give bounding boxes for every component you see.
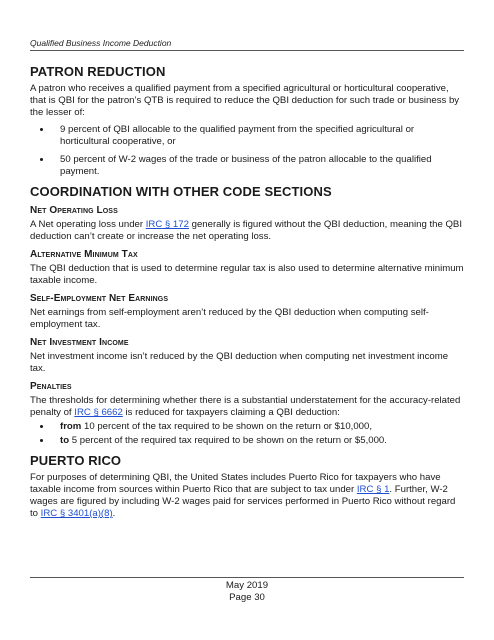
- irc-6662-link[interactable]: IRC § 6662: [74, 407, 123, 418]
- penalties-heading: Penalties: [30, 381, 72, 392]
- header-title: Qualified Business Income Deduction: [30, 38, 172, 48]
- patron-reduction-heading: PATRON REDUCTION: [30, 64, 166, 79]
- irc-172-link[interactable]: IRC § 172: [145, 219, 189, 230]
- patron-list: [30, 124, 464, 178]
- nol-heading: Net Operating Loss: [30, 205, 118, 216]
- patron-item-1: • 9 percent of QBI allocable to the qualified payment from the specified agricultural or horticultural cooperative, or: [52, 124, 464, 148]
- penalties-item-2: • to 5 percent of the required tax required to be shown on the return or $5,000.: [52, 435, 464, 447]
- penalties-list: [30, 421, 464, 447]
- irc-1-link[interactable]: IRC § 1: [356, 484, 390, 495]
- footer-date: May 2019: [225, 580, 269, 591]
- nii-heading: Net Investment Income: [30, 337, 129, 348]
- nii-paragraph: Net investment income isn’t reduced by the QBI deduction when computing net investment income tax.: [30, 351, 449, 374]
- se-paragraph: Net earnings from self-employment aren’t reduced by the QBI deduction when computing self-employment tax.: [30, 307, 429, 330]
- amt-heading: Alternative Minimum Tax: [30, 249, 138, 260]
- penalties-paragraph: The thresholds for determining whether there is a substantial understatement for the accuracy-related penalty of IRC § 6662 is reduced for taxpayers claiming a QBI deduction:: [30, 395, 461, 418]
- se-heading: Self-Employment Net Earnings: [30, 293, 169, 304]
- penalties-item-1: • from 10 percent of the tax required to be shown on the return or $10,000,: [52, 421, 464, 433]
- irc-3401-link[interactable]: IRC § 3401(a)(8): [40, 508, 113, 519]
- amt-paragraph: The QBI deduction that is used to determine regular tax is also used to determine alternative minimum taxable income.: [30, 263, 464, 286]
- running-header: [30, 38, 464, 51]
- page-footer: [30, 577, 464, 604]
- patron-item-2: • 50 percent of W-2 wages of the trade or business of the patron allocable to the qualified payment.: [52, 154, 464, 178]
- coordination-heading: COORDINATION WITH OTHER CODE SECTIONS: [30, 184, 332, 199]
- patron-intro: A patron who receives a qualified payment from a specified agricultural or horticultural cooperative, that is QBI for the patron’s QTB is required to reduce the QBI deduction for such trade or business by the lesser of:: [30, 83, 460, 118]
- page-content: [30, 58, 464, 525]
- page-number: Page 30: [229, 592, 265, 603]
- nol-paragraph: A Net operating loss under IRC § 172 generally is figured without the QBI deduction, meaning the QBI deduction can’t create or increase the net operating loss.: [30, 219, 462, 242]
- puerto-rico-heading: PUERTO RICO: [30, 453, 122, 468]
- puerto-rico-paragraph: For purposes of determining QBI, the United States includes Puerto Rico for taxpayers who have taxable income from sources within Puerto Rico that are subject to tax under IRC § 1. Further, W-2 wages are figured by including W-2 wages paid for services performed in Puerto Rico without regard to IRC § 3401(a)(8).: [30, 472, 456, 519]
